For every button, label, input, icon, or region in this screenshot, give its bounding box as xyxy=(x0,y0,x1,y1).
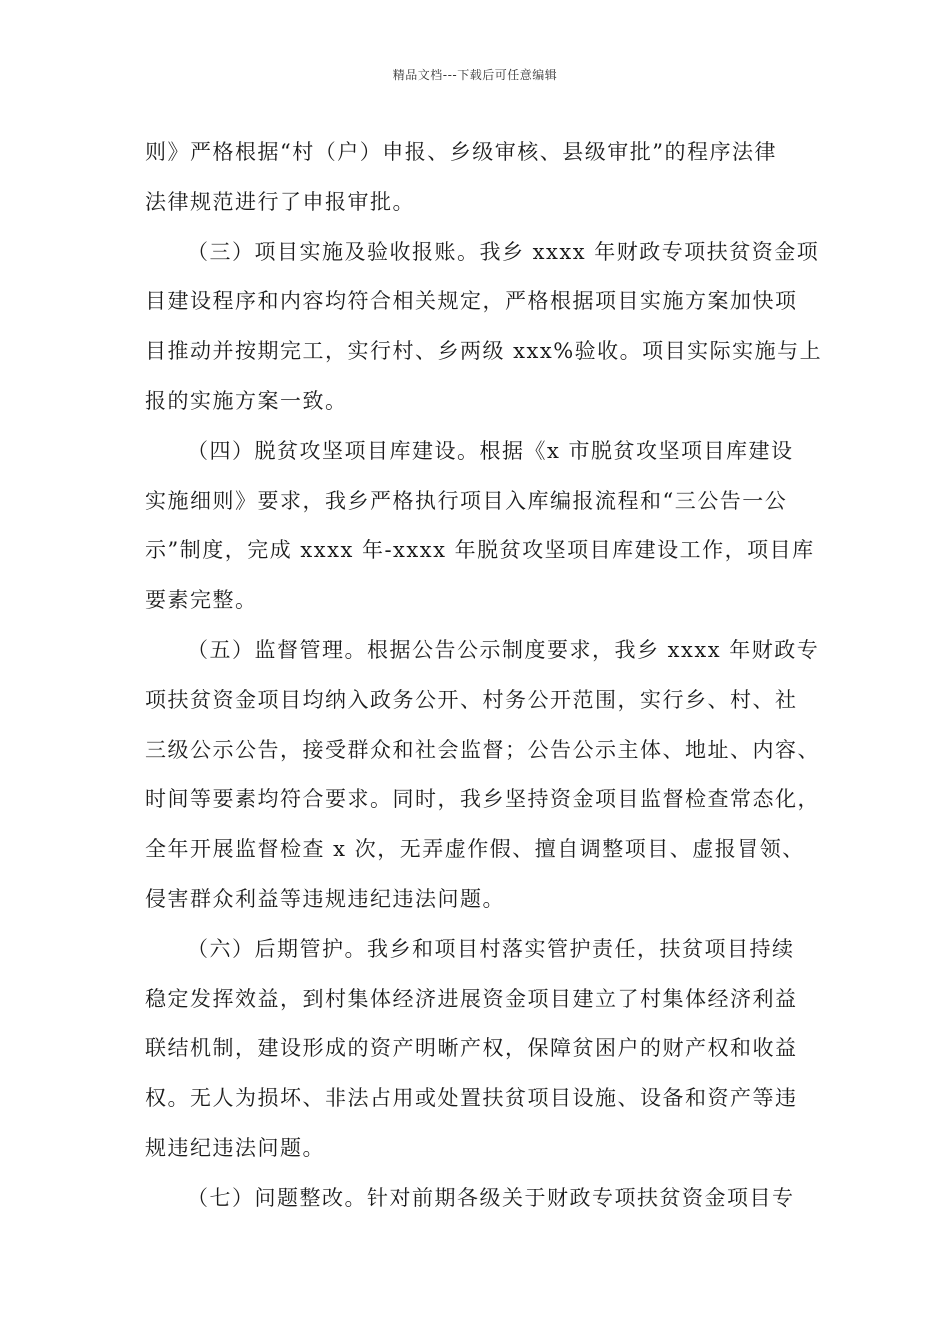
paragraph-start-line: （七）问题整改。针对前期各级关于财政专项扶贫资金项目专 xyxy=(187,1185,795,1210)
text-line: 目建设程序和内容均符合相关规定，严格根据项目实施方案加快项 xyxy=(145,289,798,314)
page-header: 精品文档---下载后可任意编辑 xyxy=(392,68,558,82)
text-line: 要素完整。 xyxy=(145,588,258,613)
paragraph-start-line: （五）监督管理。根据公告公示制度要求，我乡 xxxx 年财政专 xyxy=(187,637,820,662)
text-line: 联结机制，建设形成的资产明晰产权，保障贫困户的财产权和收益 xyxy=(145,1036,798,1061)
text-line: 示”制度，完成 xxxx 年-xxxx 年脱贫攻坚项目库建设工作，项目库 xyxy=(145,538,815,563)
text-line: 三级公示公告，接受群众和社会监督；公告公示主体、地址、内容、 xyxy=(145,737,820,762)
text-line: 全年开展监督检查 x 次，无弄虚作假、擅自调整项目、虚报冒领、 xyxy=(145,837,805,862)
text-line: 目推动并按期完工，实行村、乡两级 xxx%验收。项目实际实施与上 xyxy=(145,339,823,364)
text-line: 稳定发挥效益，到村集体经济进展资金项目建立了村集体经济利益 xyxy=(145,986,798,1011)
text-line: 项扶贫资金项目均纳入政务公开、村务公开范围，实行乡、村、社 xyxy=(145,687,798,712)
text-line: 时间等要素均符合要求。同时，我乡坚持资金项目监督检查常态化， xyxy=(145,787,820,812)
paragraph-start-line: （四）脱贫攻坚项目库建设。根据《x 市脱贫攻坚项目库建设 xyxy=(187,438,794,463)
document-body xyxy=(145,128,835,1224)
text-line: 实施细则》要求，我乡严格执行项目入库编报流程和“三公告一公 xyxy=(145,488,788,513)
paragraph-start-line: （六）后期管护。我乡和项目村落实管护责任，扶贫项目持续 xyxy=(187,936,795,961)
text-line: 则》严格根据“村（户）申报、乡级审核、县级审批”的程序法律 xyxy=(145,140,777,164)
text-line: 报的实施方案一致。 xyxy=(145,388,348,413)
paragraph-start-line: （三）项目实施及验收报账。我乡 xxxx 年财政专项扶贫资金项 xyxy=(187,239,820,264)
text-line: 侵害群众利益等违规违纪违法问题。 xyxy=(145,886,505,911)
text-line: 法律规范进行了申报审批。 xyxy=(145,189,415,214)
text-line: 规违纪违法问题。 xyxy=(145,1135,325,1160)
text-line: 权。无人为损坏、非法占用或处置扶贫项目设施、设备和资产等违 xyxy=(145,1086,798,1111)
